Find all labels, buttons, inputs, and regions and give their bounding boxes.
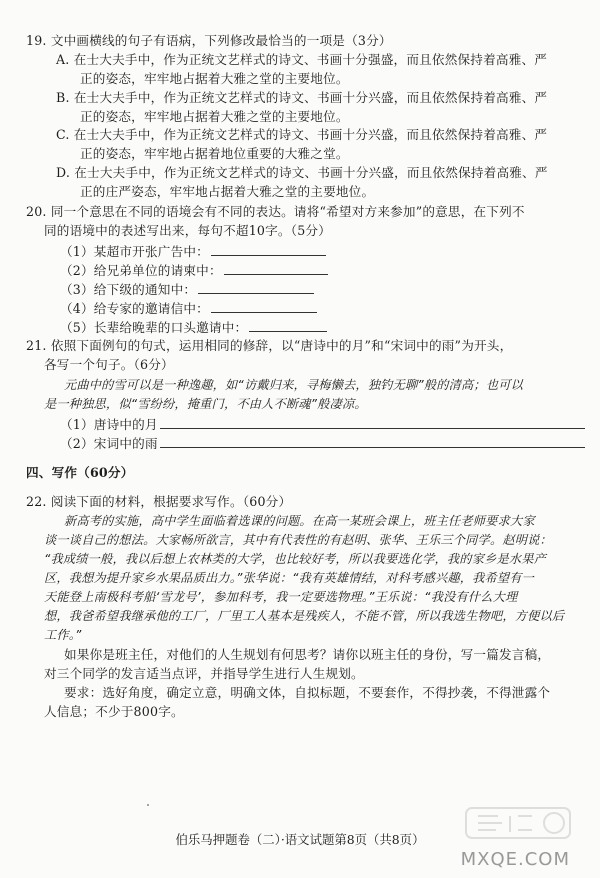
answer-blank[interactable] — [160, 435, 585, 448]
q22-requirement-line: 要求：选好角度，确定立意，明确文体，自拟标题，不要套作，不得抄袭，不得泄露个 — [64, 685, 551, 700]
section-writing-heading: 四、写作（60分） — [26, 465, 134, 480]
q21-stem: 21. 依照下面例句的句式，运用相同的修辞，以“唐诗中的月”和“宋词中的雨”为开头， — [26, 338, 513, 353]
q22-requirement-line: 人信息；不少于800字。 — [44, 704, 184, 719]
q22-requirement-line: 对三个同学的发言适当点评，并指导学生进行人生规划。 — [44, 666, 364, 681]
answer-blank[interactable] — [224, 262, 328, 275]
q20-stem: 20. 同一个意思在不同的语境会有不同的表达。请将“希望对方来参加”的意思，在下列不 — [26, 204, 525, 219]
q22-requirement-line: 如果你是班主任，对他们的人生规划有何思考？请你以班主任的身份，写一篇发言稿， — [64, 647, 551, 662]
answer-blank[interactable] — [211, 243, 326, 256]
q19-option-d: D. 在士大夫手中，作为正统文艺样式的诗文、书画十分兴盛，而且依然保持着高雅、严 — [56, 165, 548, 180]
q21-answer-1 — [60, 416, 585, 433]
q22-material-line: 新高考的实施，高中学生面临着选课的问题。在高一某班会课上，班主任老师要求大家 — [64, 514, 535, 528]
q21-example-cont: 是一种独思，似“雪纷纷，掩重门，不由人不断魂”般凄凉。 — [44, 397, 367, 411]
q19-stem: 19. 文中画横线的句子有语病，下列修改最恰当的一项是（3分） — [26, 33, 392, 48]
q21-stem-cont: 各写一个句子。（6分） — [44, 357, 174, 372]
q22-material-line: 天能登上南极科考船‘雪龙号’，参加科考，我一定要选物理。”王乐说：“我没有什么大理 — [44, 590, 518, 604]
q22-material-line: 工作。” — [44, 628, 82, 642]
q20-item-5-label: （5）长辈给晚辈的口头邀请中： — [60, 320, 248, 335]
answer-blank[interactable] — [211, 300, 317, 313]
watermark-text: MXQE.COM — [460, 849, 570, 870]
q20-stem-cont: 同的语境中的表述写出来，每句不超10字。（5分） — [44, 223, 332, 238]
q22-material-line: 想，我爸希望我继承他的工厂，厂里工人基本是残疾人，不能不管，所以我选生物吧，方便以后 — [44, 609, 565, 623]
q20-item-3-label: （3）给下级的通知中： — [60, 282, 197, 297]
q20-item-1 — [60, 243, 326, 260]
q19-option-a-cont: 正的姿态，牢牢地占据着大雅之堂的主要地位。 — [80, 71, 349, 86]
q19-option-c: C. 在士大夫手中，作为正统文艺样式的诗文、书画十分兴盛，而且依然保持着高雅、严 — [56, 127, 548, 142]
q19-option-c-cont: 正的姿态，牢牢地占据着地位重要的大雅之堂。 — [80, 146, 349, 161]
q19-option-d-cont: 正的庄严姿态，牢牢地占据着大雅之堂的主要地位。 — [80, 184, 375, 199]
q20-item-5 — [60, 319, 327, 336]
q19-option-a: A. 在士大夫手中，作为正统文艺样式的诗文、书画十分强盛，而且依然保持着高雅、严 — [56, 52, 548, 67]
q20-item-4-label: （4）给专家的邀请信中： — [60, 301, 209, 316]
answer-blank[interactable] — [160, 416, 585, 429]
q21-example: 元曲中的雪可以是一种逸趣，如“访戴归来，寻梅懒去，独钓无聊”般的清高；也可以 — [64, 378, 523, 392]
stray-dot — [147, 804, 149, 806]
q22-material-line: “我成绩一般，我以后想上农林类的大学，也比较好考，所以我要选化学，我的家乡是水果产 — [44, 552, 547, 566]
q20-item-2-label: （2）给兄弟单位的请柬中： — [60, 263, 222, 278]
q19-option-b: B. 在士大夫手中，作为正统文艺样式的诗文、书画十分兴盛，而且依然保持着高雅、严 — [56, 90, 548, 105]
q20-item-1-label: （1）某超市开张广告中： — [60, 244, 209, 259]
page-footer: 伯乐马押题卷（二）·语文试题第8页（共8页） — [175, 832, 425, 847]
q21-answer-2-label: （2）宋词中的雨 — [60, 436, 158, 451]
q21-answer-2 — [60, 435, 585, 452]
answer-blank[interactable] — [198, 281, 314, 294]
answer-blank[interactable] — [249, 319, 327, 332]
q19-option-b-cont: 正的姿态，牢牢地占据着大雅之堂的主要地位。 — [80, 109, 349, 124]
q21-answer-1-label: （1）唐诗中的月 — [60, 417, 158, 432]
q20-item-3 — [60, 281, 314, 298]
q20-item-4 — [60, 300, 317, 317]
q20-item-2 — [60, 262, 328, 279]
q22-material-line: 区，我想为提升家乡水果品质出力。”张华说：“我有英雄情结，对科考感兴趣，我希望有一 — [44, 571, 535, 585]
q22-material-line: 谈一谈自己的想法。大家畅所欲言，其中有代表性的有赵明、张华、王乐三个同学。赵明说： — [44, 533, 552, 547]
q22-stem: 22. 阅读下面的材料，根据要求写作。（60分） — [26, 494, 292, 509]
